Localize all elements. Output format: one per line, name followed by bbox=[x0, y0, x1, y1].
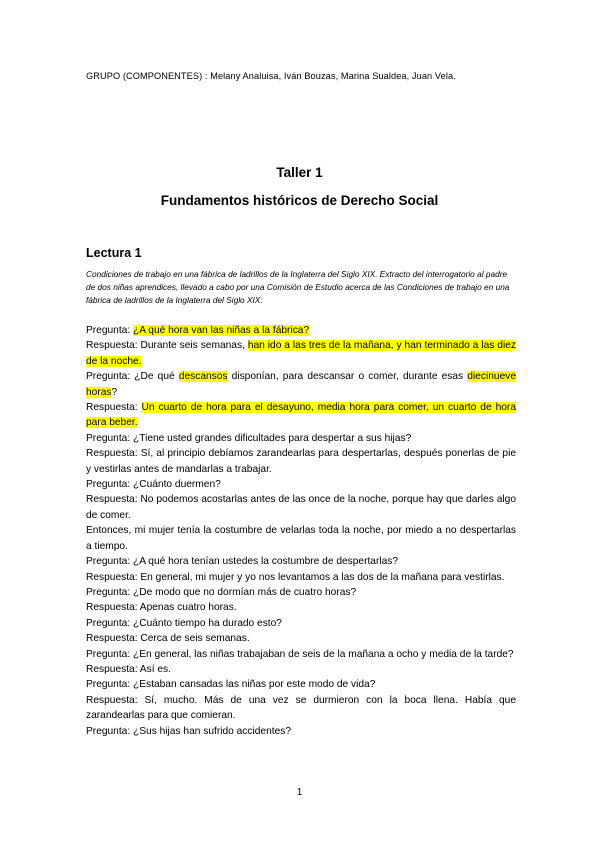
transcript-paragraph bbox=[86, 647, 516, 662]
transcript-paragraph bbox=[86, 523, 516, 554]
transcript-paragraph bbox=[86, 446, 516, 477]
text-run: Pregunta: ¿A qué hora tenían ustedes la costumbre de despertarlas? bbox=[86, 556, 399, 568]
text-run: Respuesta: Durante seis semanas, bbox=[86, 340, 248, 352]
text-run: Respuesta: Cerca de seis semanas. bbox=[86, 633, 250, 645]
group-members-line: GRUPO (COMPONENTES) : Melany Analuisa, Iván Bouzas, Marina Sualdea, Juan Vela. bbox=[86, 71, 456, 81]
text-run: Respuesta: En general, mi mujer y yo nos levantamos a las dos de la mañana para vestirlas. bbox=[86, 571, 505, 583]
text-run: Entonces, mi mujer tenía la costumbre de velarlas toda la noche, por miedo a no despertarlas a tiempo. bbox=[86, 525, 516, 552]
transcript-paragraph bbox=[86, 662, 516, 677]
text-run: Pregunta: bbox=[86, 325, 134, 336]
text-run: ? bbox=[111, 386, 118, 398]
page-number: 1 bbox=[296, 787, 303, 798]
highlighted-text: Un cuarto de hora para el desayuno, media hora para comer, un cuarto de hora para beber. bbox=[86, 402, 516, 429]
transcript-paragraph bbox=[86, 431, 516, 446]
text-run: disponían, para descansar o comer, durante esas bbox=[227, 371, 468, 383]
transcript-paragraph bbox=[86, 323, 516, 338]
text-run: Pregunta: ¿Sus hijas han sufrido accidentes? bbox=[86, 725, 292, 737]
text-run: Respuesta: Apenas cuatro horas. bbox=[86, 602, 237, 614]
transcript-paragraph bbox=[86, 585, 516, 600]
text-run: Respuesta: Así es. bbox=[86, 663, 171, 675]
transcript-paragraph bbox=[86, 477, 516, 492]
transcript-paragraph bbox=[86, 724, 516, 739]
section-heading: Lectura 1 bbox=[86, 246, 142, 260]
text-run: Respuesta: No podemos acostarlas antes de las once de la noche, porque hay que darles algo de comer. bbox=[86, 494, 516, 521]
text-run: Pregunta: ¿En general, las niñas trabajaban de seis de la mañana a ocho y media de la tarde? bbox=[86, 648, 514, 660]
transcript-paragraph bbox=[86, 616, 516, 631]
section-intro: Condiciones de trabajo en una fábrica de ladrillos de la Inglaterra del Siglo XIX. Extracto del interrogatorio al padre de dos niñas aprendices, llevado a cabo por una Comisión de Estudio acerca de las Condiciones de trabajo en una fábrica de ladrillos de la Inglaterra del Siglo XIX: bbox=[86, 269, 510, 305]
interview-transcript bbox=[86, 323, 516, 739]
text-run: Pregunta: ¿De qué bbox=[86, 371, 179, 383]
transcript-paragraph bbox=[86, 492, 516, 523]
transcript-paragraph bbox=[86, 677, 516, 692]
transcript-paragraph bbox=[86, 631, 516, 646]
text-run: Pregunta: ¿Cuánto duermen? bbox=[86, 479, 221, 491]
highlighted-text: ¿A qué hora van las niñas a la fábrica? bbox=[133, 325, 310, 336]
highlighted-text: han ido a las tres de la mañana, y han terminado a las diez de la noche. bbox=[86, 340, 516, 367]
text-run: Pregunta: ¿Cuánto tiempo ha durado esto? bbox=[86, 617, 282, 629]
transcript-paragraph bbox=[86, 554, 516, 569]
transcript-paragraph bbox=[86, 570, 516, 585]
text-run: Pregunta: ¿De modo que no dormían más de cuatro horas? bbox=[86, 586, 357, 598]
text-run: Pregunta: ¿Tiene usted grandes dificultades para despertar a sus hijas? bbox=[86, 432, 412, 444]
text-run: Pregunta: ¿Estaban cansadas las niñas por este modo de vida? bbox=[86, 679, 376, 691]
transcript-paragraph bbox=[86, 693, 516, 724]
text-run: Respuesta: bbox=[86, 402, 142, 414]
transcript-paragraph bbox=[86, 369, 516, 400]
page-title: Taller 1 bbox=[276, 165, 323, 180]
transcript-paragraph bbox=[86, 400, 516, 431]
text-run: Respuesta: Sí, mucho. Más de una vez se durmieron con la boca llena. Había que zarandearlas para que comieran. bbox=[86, 694, 516, 722]
highlighted-text: descansos bbox=[178, 371, 228, 383]
highlighted-text: diecinueve horas bbox=[86, 371, 516, 398]
transcript-paragraph bbox=[86, 600, 516, 615]
transcript-paragraph bbox=[86, 338, 516, 369]
text-run: Respuesta: Sí, al principio debíamos zarandearlas para despertarlas, después ponerlas de pie y vestirlas antes de mandarlas a trabajar. bbox=[86, 448, 516, 475]
page-subtitle: Fundamentos históricos de Derecho Social bbox=[160, 193, 439, 208]
